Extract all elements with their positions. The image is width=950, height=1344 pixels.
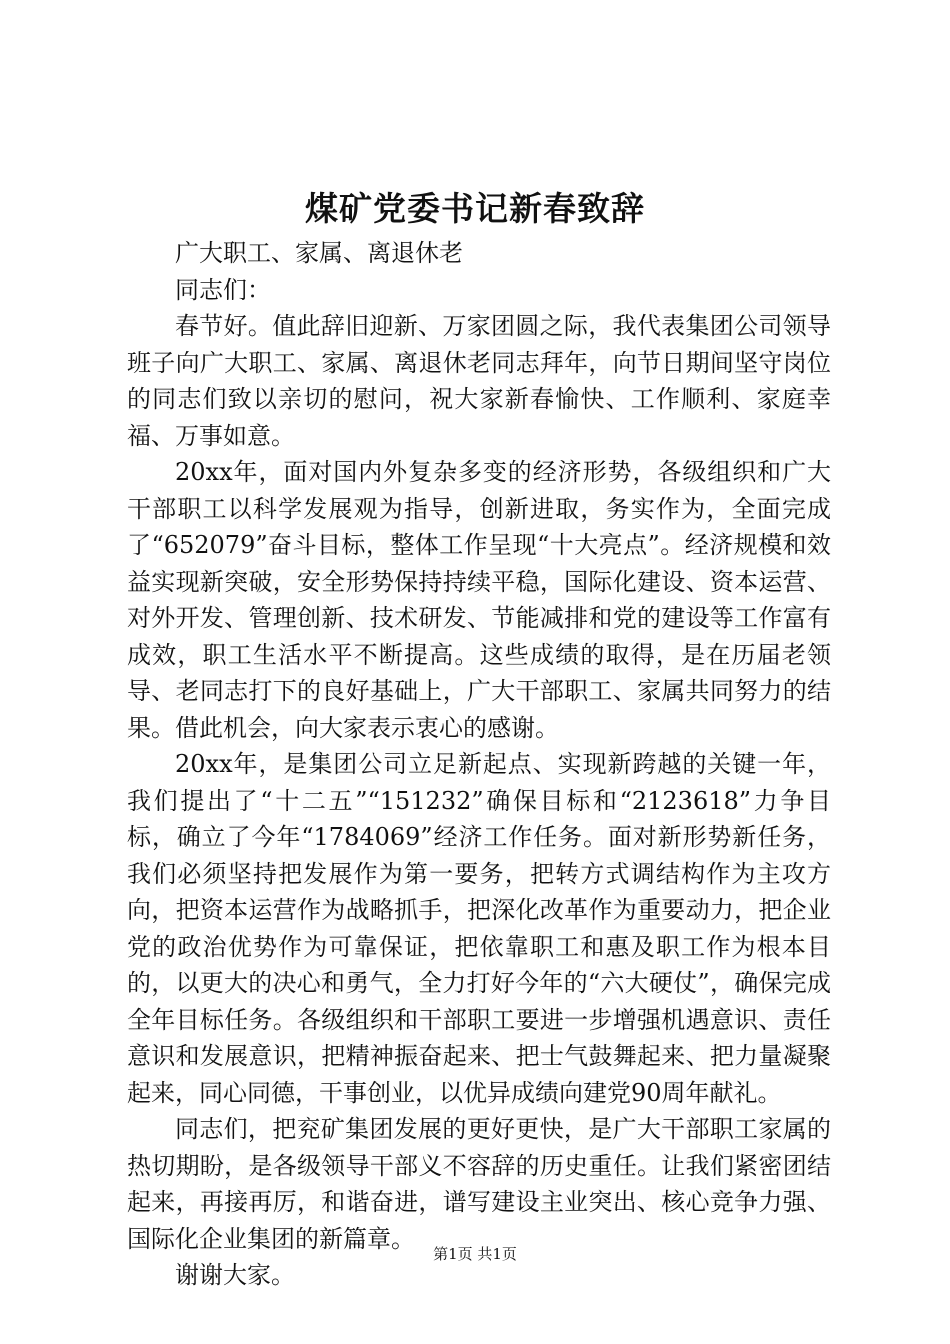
paragraph-greeting: 春节好。值此辞旧迎新、万家团圆之际，我代表集团公司领导班子向广大职工、家属、离退休老同志拜年，向节日期间坚守岗位的同志们致以亲切的慰问，祝大家新春愉快、工作顺利、家庭幸福、万事如意。	[127, 312, 831, 450]
salutation-line-2: 同志们：	[175, 275, 271, 304]
page-footer: 第1页 共1页	[433, 1245, 517, 1263]
document-title: 煤矿党委书记新春致辞	[305, 189, 645, 228]
document-body	[127, 235, 831, 1294]
salutation-line-1: 广大职工、家属、离退休老	[175, 239, 463, 267]
paragraph-goals: 20xx年，是集团公司立足新起点、实现新跨越的关键一年，我们提出了“十二五”“151232”确保目标和“2123618”力争目标，确立了今年“1784069”经济工作任务。面对新形势新任务，我们必须坚持把发展作为第一要务，把转方式调结构作为主攻方向，把资本运营作为战略抓手，把深化改革作为重要动力，把企业党的政治优势作为可靠保证，把依靠职工和惠及职工作为根本目的，以更大的决心和勇气，全力打好今年的“六大硬仗”，确保完成全年目标任务。各级组织和干部职工要进一步增强机遇意识、责任意识和发展意识，把精神振奋起来、把士气鼓舞起来、把力量凝聚起来，同心同德，干事创业，以优异成绩向建党90周年献礼。	[127, 750, 831, 1107]
paragraph-call-to-action: 同志们，把兖矿集团发展的更好更快，是广大干部职工家属的热切期盼，是各级领导干部义不容辞的历史重任。让我们紧密团结起来，再接再厉，和谐奋进，谱写建设主业突出、核心竞争力强、国际化企业集团的新篇章。	[127, 1115, 831, 1253]
paragraph-achievements: 20xx年，面对国内外复杂多变的经济形势，各级组织和广大干部职工以科学发展观为指导，创新进取，务实作为，全面完成了“652079”奋斗目标，整体工作呈现“十大亮点”。经济规模和效益实现新突破，安全形势保持持续平稳，国际化建设、资本运营、对外开发、管理创新、技术研发、节能减排和党的建设等工作富有成效，职工生活水平不断提高。这些成绩的取得，是在历届老领导、老同志打下的良好基础上，广大干部职工、家属共同努力的结果。借此机会，向大家表示衷心的感谢。	[127, 458, 831, 742]
paragraph-thanks: 谢谢大家。	[175, 1261, 295, 1289]
